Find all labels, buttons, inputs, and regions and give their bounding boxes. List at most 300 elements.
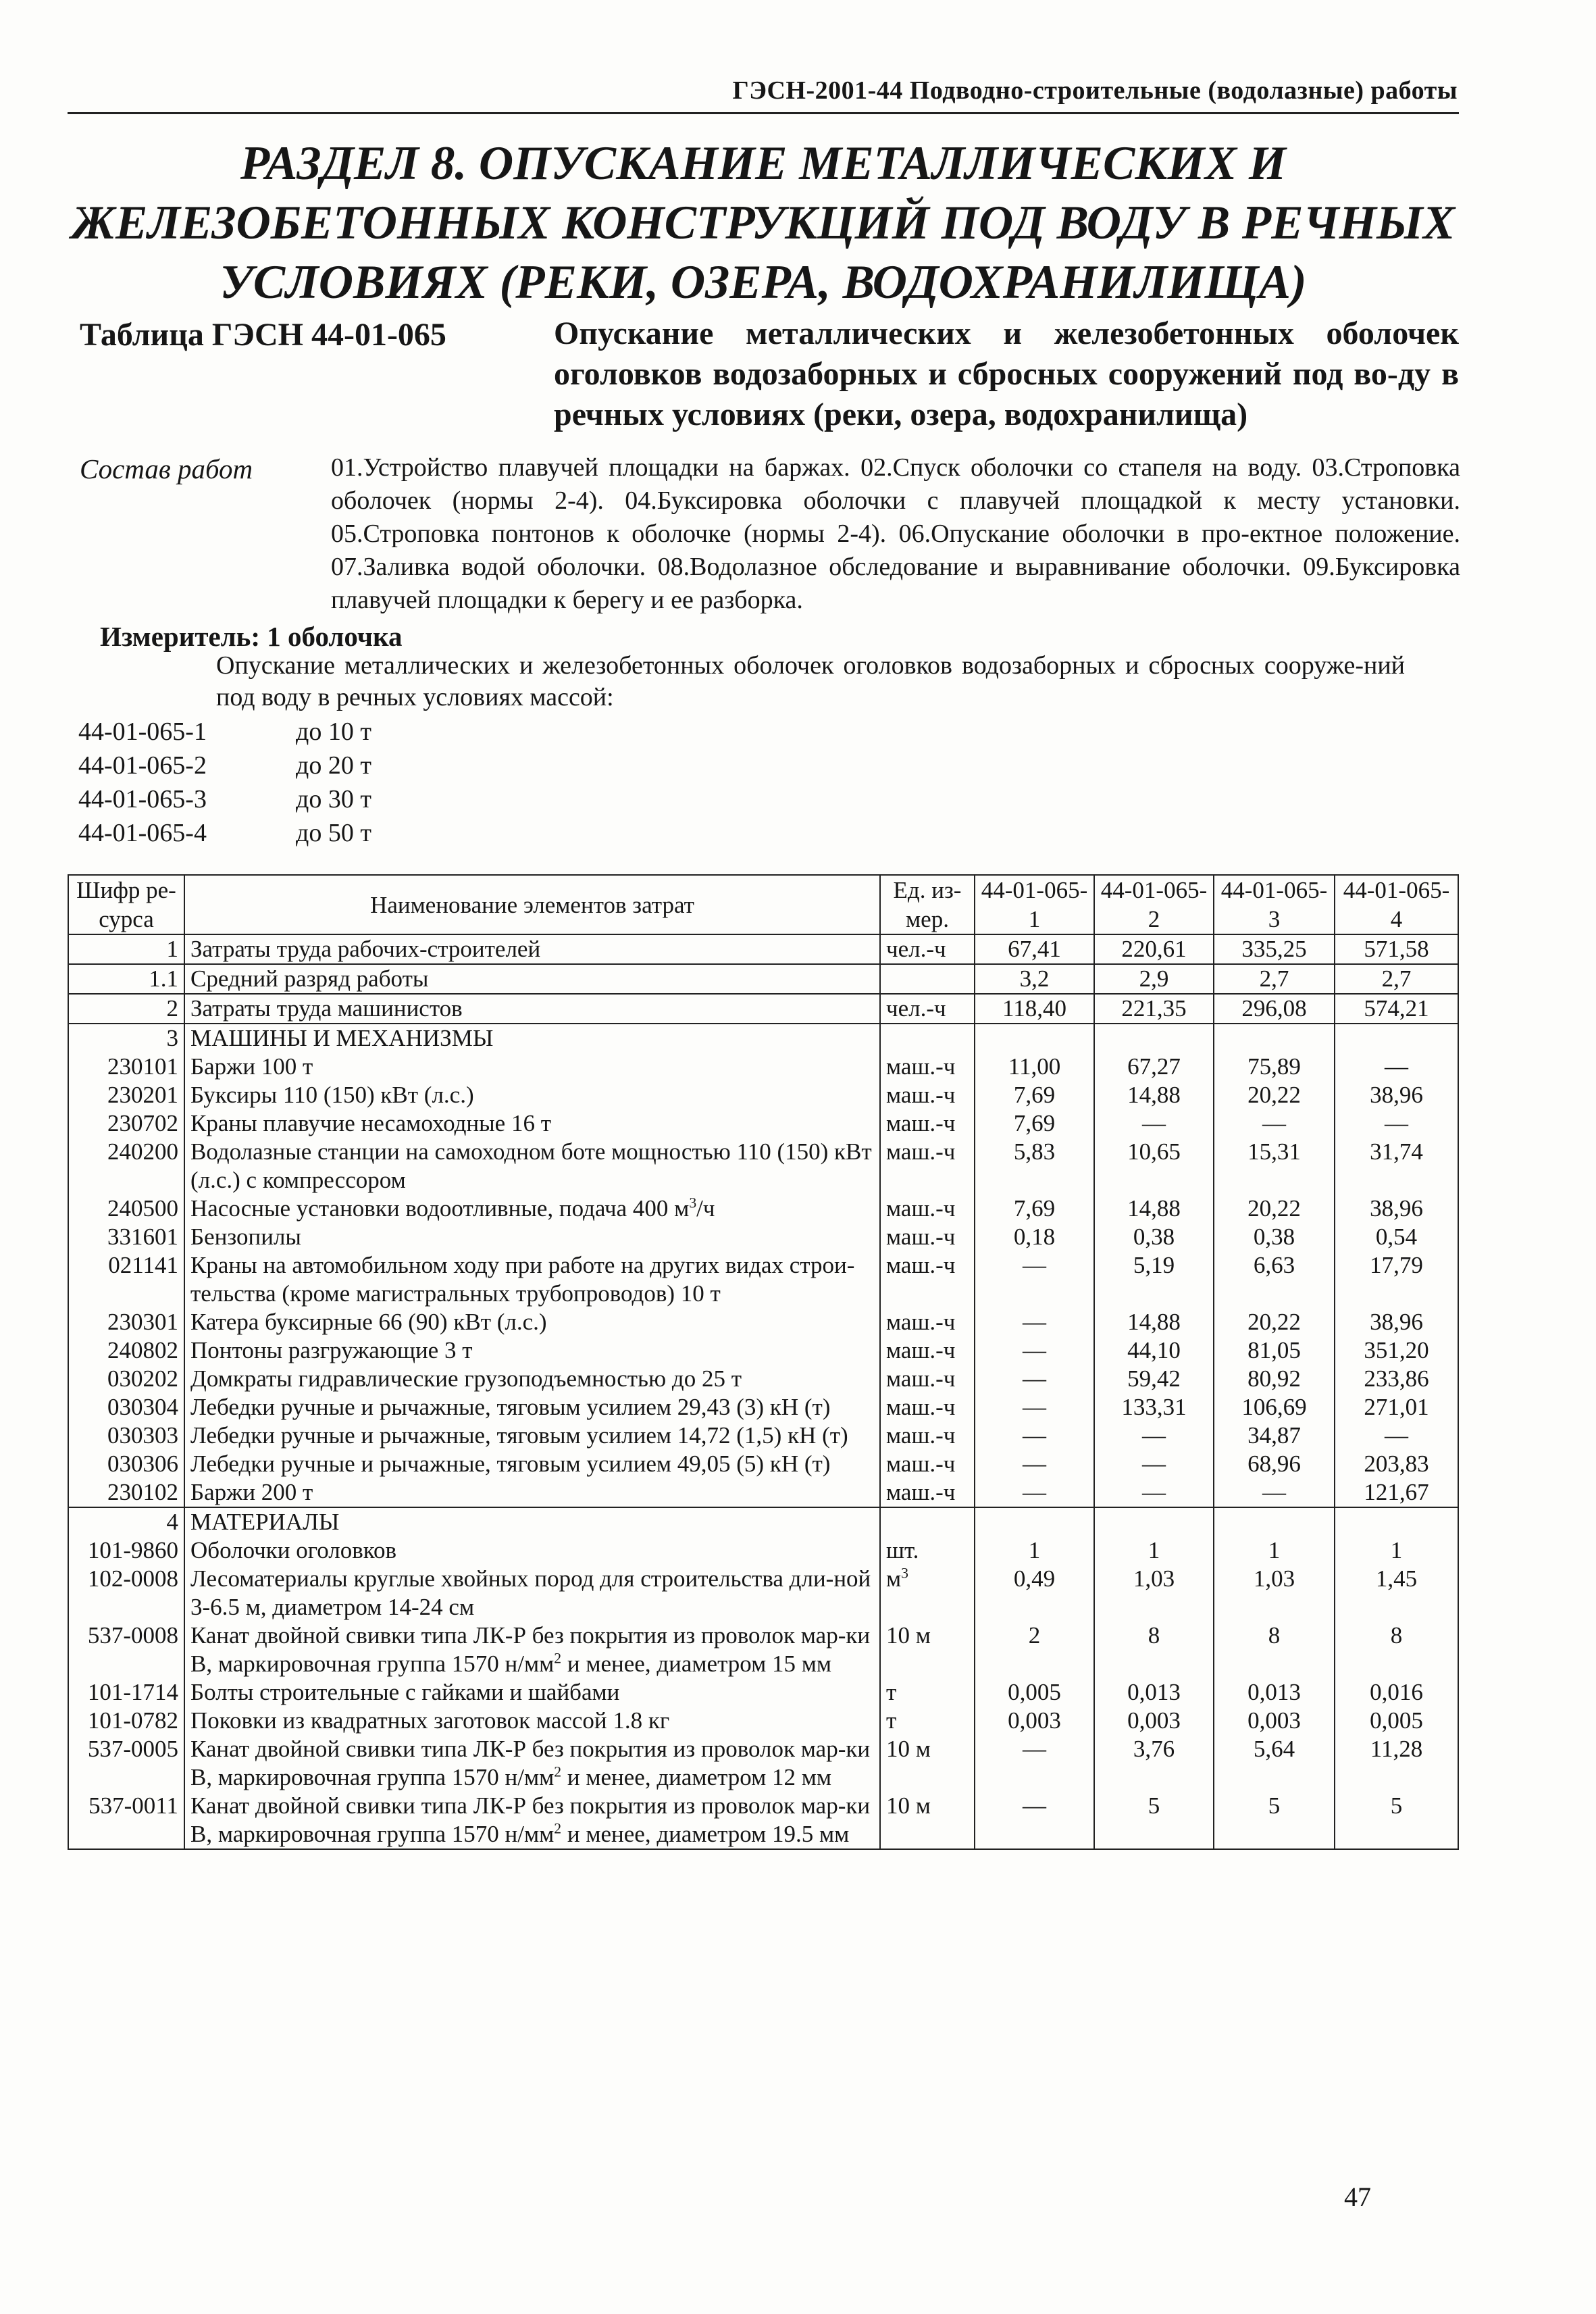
cell-name-superscript: 3 <box>689 1194 697 1211</box>
cell-unit-text: 10 м <box>886 1792 931 1819</box>
cell-unit <box>880 1393 975 1422</box>
cell-unit-superscript: 3 <box>901 1565 908 1582</box>
cell-unit <box>880 1109 975 1138</box>
cell-value: — <box>975 1735 1094 1792</box>
cell-value: 38,96 <box>1335 1194 1458 1223</box>
section-title-line: РАЗДЕЛ 8. ОПУСКАНИЕ МЕТАЛЛИЧЕСКИХ И <box>240 137 1287 190</box>
cell-value: — <box>975 1792 1094 1849</box>
cell-value <box>1094 1024 1214 1053</box>
cell-value: 0,18 <box>975 1223 1094 1251</box>
cell-unit-text: маш.-ч <box>886 1365 956 1392</box>
variant-row <box>78 816 371 850</box>
cell-value: 574,21 <box>1335 994 1458 1024</box>
cell-value: 0,49 <box>975 1565 1094 1621</box>
cell-unit <box>880 1792 975 1849</box>
cell-code: 537-0011 <box>68 1792 184 1849</box>
cell-value: 6,63 <box>1214 1251 1335 1308</box>
table-row <box>68 1194 1458 1223</box>
cell-value: — <box>975 1336 1094 1365</box>
table-row <box>68 1365 1458 1393</box>
cell-name <box>184 964 880 994</box>
table-header-row <box>68 875 1458 934</box>
variant-code: 44-01-065-1 <box>78 718 207 746</box>
cell-code: 230101 <box>68 1053 184 1081</box>
cell-unit <box>880 1621 975 1678</box>
cell-name-text: Бензопилы <box>190 1224 301 1250</box>
cell-code: 230201 <box>68 1081 184 1109</box>
cell-code: 101-0782 <box>68 1707 184 1735</box>
cell-unit <box>880 1707 975 1735</box>
cell-code: 240200 <box>68 1138 184 1194</box>
cell-name <box>184 1621 880 1678</box>
table-row <box>68 1422 1458 1450</box>
cell-value: 8 <box>1335 1621 1458 1678</box>
cell-value: — <box>975 1308 1094 1336</box>
cell-name-text: Лебедки ручные и рычажные, тяговым усилием 14,72 (1,5) кН (т) <box>190 1422 848 1449</box>
cell-value: 0,38 <box>1214 1223 1335 1251</box>
table-row <box>68 1024 1458 1053</box>
table-caption: Опускание металлических и железобетонных оболочек оголовков водозаборных и сбросных сооружений под во-ду в речных условиях (реки, озера, водохранилища) <box>554 316 1459 432</box>
table-body <box>68 934 1458 1849</box>
cell-value: 67,41 <box>975 934 1094 964</box>
cell-name-text: Краны плавучие несамоходные 16 т <box>190 1110 552 1136</box>
cell-unit <box>880 1536 975 1565</box>
section-title <box>68 134 1459 312</box>
variant-row <box>78 715 371 749</box>
table-row <box>68 964 1458 994</box>
cell-code: 240500 <box>68 1194 184 1223</box>
cell-name <box>184 1792 880 1849</box>
cell-unit-text: 10 м <box>886 1622 931 1649</box>
table-row <box>68 1053 1458 1081</box>
cell-name <box>184 1223 880 1251</box>
table-row <box>68 994 1458 1024</box>
cell-value: — <box>975 1450 1094 1478</box>
cell-name-text: Канат двойной свивки типа ЛК-Р без покрытия из проволок мар-ки В, маркировочная группа 1570 н/мм <box>190 1736 871 1790</box>
cell-value: 1 <box>1335 1536 1458 1565</box>
cell-value: 5,19 <box>1094 1251 1214 1308</box>
cell-unit <box>880 1308 975 1336</box>
table-row <box>68 1450 1458 1478</box>
cell-value: 20,22 <box>1214 1081 1335 1109</box>
cell-value: 3,76 <box>1094 1735 1214 1792</box>
cell-name-text: Канат двойной свивки типа ЛК-Р без покрытия из проволок мар-ки В, маркировочная группа 1570 н/мм <box>190 1622 871 1677</box>
header-code: Шифр ре-сурса <box>68 875 184 934</box>
cell-value: — <box>1094 1450 1214 1478</box>
cell-name <box>184 1393 880 1422</box>
table-row <box>68 1707 1458 1735</box>
cell-name <box>184 1336 880 1365</box>
variant-mass: до 30 т <box>296 785 371 813</box>
cell-name-text: Краны на автомобильном ходу при работе на других видах строи-тельства (кроме магистральных трубопроводов) 10 т <box>190 1252 855 1307</box>
table-row <box>68 1735 1458 1792</box>
table-row <box>68 934 1458 964</box>
cell-unit <box>880 1194 975 1223</box>
cell-unit <box>880 1450 975 1478</box>
cell-value: 233,86 <box>1335 1365 1458 1393</box>
cell-value: 0,016 <box>1335 1678 1458 1707</box>
cell-name <box>184 1565 880 1621</box>
cell-name-text: Насосные установки водоотливные, подача 400 м <box>190 1195 690 1222</box>
cell-value: — <box>975 1393 1094 1422</box>
table-row <box>68 1621 1458 1678</box>
table-row <box>68 1109 1458 1138</box>
cell-name <box>184 994 880 1024</box>
cell-value: 2,7 <box>1214 964 1335 994</box>
cell-unit <box>880 1422 975 1450</box>
table-row <box>68 1536 1458 1565</box>
cell-value: 20,22 <box>1214 1308 1335 1336</box>
cell-code: 230102 <box>68 1478 184 1507</box>
cell-unit-text: чел.-ч <box>886 936 946 962</box>
table-row <box>68 1223 1458 1251</box>
meter: Измеритель: 1 оболочка <box>100 621 403 652</box>
cell-unit-text: маш.-ч <box>886 1422 956 1449</box>
section-title-line: УСЛОВИЯХ (РЕКИ, ОЗЕРА, ВОДОХРАНИЛИЩА) <box>220 256 1307 309</box>
cell-value: — <box>975 1365 1094 1393</box>
cell-unit-text: маш.-ч <box>886 1337 956 1363</box>
table-row <box>68 1393 1458 1422</box>
cell-value: 38,96 <box>1335 1308 1458 1336</box>
cell-unit-text: маш.-ч <box>886 1479 956 1505</box>
cell-value: 1 <box>1094 1536 1214 1565</box>
cell-value: 106,69 <box>1214 1393 1335 1422</box>
cell-value: — <box>1335 1109 1458 1138</box>
cell-value: 75,89 <box>1214 1053 1335 1081</box>
cell-value: — <box>1094 1422 1214 1450</box>
cell-name <box>184 1308 880 1336</box>
cell-value: 34,87 <box>1214 1422 1335 1450</box>
cell-value: — <box>1214 1478 1335 1507</box>
cell-value: 0,003 <box>1214 1707 1335 1735</box>
cell-value: 203,83 <box>1335 1450 1458 1478</box>
cell-name <box>184 1478 880 1507</box>
cell-name-tail: и менее, диаметром 19.5 мм <box>561 1821 850 1847</box>
cell-value: 351,20 <box>1335 1336 1458 1365</box>
cell-value: 5,64 <box>1214 1735 1335 1792</box>
cell-code: 230702 <box>68 1109 184 1138</box>
cell-name-tail: и менее, диаметром 15 мм <box>561 1651 832 1677</box>
cell-value: 7,69 <box>975 1081 1094 1109</box>
cell-value: 271,01 <box>1335 1393 1458 1422</box>
cell-name <box>184 1365 880 1393</box>
table-row <box>68 1336 1458 1365</box>
cell-value: 11,28 <box>1335 1735 1458 1792</box>
header-name: Наименование элементов затрат <box>184 875 880 934</box>
table-row <box>68 1565 1458 1621</box>
table-row <box>68 1507 1458 1536</box>
cell-name-text: Баржи 200 т <box>190 1479 313 1505</box>
cell-value: 17,79 <box>1335 1251 1458 1308</box>
cell-unit <box>880 1365 975 1393</box>
cell-value <box>1335 1024 1458 1053</box>
cell-value: 44,10 <box>1094 1336 1214 1365</box>
cell-unit <box>880 1024 975 1053</box>
cell-value: 0,013 <box>1094 1678 1214 1707</box>
cell-value: 20,22 <box>1214 1194 1335 1223</box>
cell-unit-text: маш.-ч <box>886 1195 956 1222</box>
cell-name <box>184 1678 880 1707</box>
cell-name <box>184 1450 880 1478</box>
cell-name <box>184 1053 880 1081</box>
cell-code: 1 <box>68 934 184 964</box>
cell-code: 030202 <box>68 1365 184 1393</box>
cell-value: 5 <box>1094 1792 1214 1849</box>
cell-value: 571,58 <box>1335 934 1458 964</box>
running-header: ГЭСН-2001-44 Подводно-строительные (водолазные) работы <box>732 76 1458 105</box>
variant-row <box>78 782 371 816</box>
variant-mass: до 20 т <box>296 751 371 780</box>
cell-unit <box>880 1565 975 1621</box>
cell-unit <box>880 1081 975 1109</box>
cell-unit-text: 10 м <box>886 1736 931 1762</box>
cell-unit-text: маш.-ч <box>886 1053 956 1080</box>
cell-value: — <box>1335 1422 1458 1450</box>
cell-name-text: Лебедки ручные и рычажные, тяговым усилием 29,43 (3) кН (т) <box>190 1394 831 1420</box>
variant-mass: до 10 т <box>296 718 371 746</box>
cell-unit-text: маш.-ч <box>886 1082 956 1108</box>
cell-value: 5,83 <box>975 1138 1094 1194</box>
cell-name-text: Лесоматериалы круглые хвойных пород для строительства дли-ной 3-6.5 м, диаметром 14-24 см <box>190 1565 871 1620</box>
cell-code: 1.1 <box>68 964 184 994</box>
cell-name-text: Канат двойной свивки типа ЛК-Р без покрытия из проволок мар-ки В, маркировочная группа 1570 н/мм <box>190 1792 871 1847</box>
cell-unit <box>880 1336 975 1365</box>
cell-value: 68,96 <box>1214 1450 1335 1478</box>
cell-code: 331601 <box>68 1223 184 1251</box>
cell-name <box>184 1735 880 1792</box>
cell-value <box>1214 1024 1335 1053</box>
cell-name-text: Домкраты гидравлические грузоподъемностью до 25 т <box>190 1365 742 1392</box>
cell-name <box>184 1138 880 1194</box>
cell-unit-text: чел.-ч <box>886 995 946 1022</box>
cell-value: 11,00 <box>975 1053 1094 1081</box>
cell-value: 0,54 <box>1335 1223 1458 1251</box>
variant-mass: до 50 т <box>296 819 371 847</box>
description: Опускание металлических и железобетонных оболочек оголовков водозаборных и сбросных сооруже-ний под воду в речных условиях массой: <box>216 651 1405 711</box>
cell-unit <box>880 1478 975 1507</box>
cell-value: 14,88 <box>1094 1081 1214 1109</box>
cell-value: 10,65 <box>1094 1138 1214 1194</box>
cell-unit-text: маш.-ч <box>886 1451 956 1477</box>
table-label: Таблица ГЭСН 44-01-065 <box>80 317 446 353</box>
table-row <box>68 1478 1458 1507</box>
composition-label: Состав работ <box>80 453 253 484</box>
cell-value: 0,38 <box>1094 1223 1214 1251</box>
cell-value <box>1094 1507 1214 1536</box>
cell-code: 030303 <box>68 1422 184 1450</box>
cell-name <box>184 1251 880 1308</box>
cell-value: 8 <box>1094 1621 1214 1678</box>
cell-code: 537-0005 <box>68 1735 184 1792</box>
cell-unit-text: маш.-ч <box>886 1138 956 1165</box>
cell-unit <box>880 934 975 964</box>
table-row <box>68 1138 1458 1194</box>
table-row <box>68 1308 1458 1336</box>
cell-name-superscript: 2 <box>554 1763 562 1780</box>
cell-value <box>975 1507 1094 1536</box>
cell-value: 1 <box>1214 1536 1335 1565</box>
header-col: 44-01-065-4 <box>1335 875 1458 934</box>
cell-value: 81,05 <box>1214 1336 1335 1365</box>
cell-value: 38,96 <box>1335 1081 1458 1109</box>
table-row <box>68 1251 1458 1308</box>
cell-name <box>184 1081 880 1109</box>
cell-value: 2,9 <box>1094 964 1214 994</box>
cell-code: 4 <box>68 1507 184 1536</box>
cell-value: 80,92 <box>1214 1365 1335 1393</box>
cell-value: 5 <box>1335 1792 1458 1849</box>
cell-code: 101-9860 <box>68 1536 184 1565</box>
cell-value: — <box>975 1422 1094 1450</box>
cell-name-text: Затраты труда рабочих-строителей <box>190 936 541 962</box>
cell-value: 59,42 <box>1094 1365 1214 1393</box>
cell-value: 0,013 <box>1214 1678 1335 1707</box>
cell-name-text: Средний разряд работы <box>190 965 429 992</box>
cell-unit-text: маш.-ч <box>886 1224 956 1250</box>
cell-unit <box>880 1735 975 1792</box>
cell-value: 3,2 <box>975 964 1094 994</box>
cell-name <box>184 1194 880 1223</box>
cell-name <box>184 1422 880 1450</box>
cell-value: 1,03 <box>1214 1565 1335 1621</box>
cell-unit <box>880 994 975 1024</box>
cell-unit <box>880 1507 975 1536</box>
table-row <box>68 1792 1458 1849</box>
cell-unit <box>880 1138 975 1194</box>
cell-name-text: Катера буксирные 66 (90) кВт (л.с.) <box>190 1309 547 1335</box>
page-number: 47 <box>1344 2182 1371 2212</box>
cell-code: 030304 <box>68 1393 184 1422</box>
cell-value: 67,27 <box>1094 1053 1214 1081</box>
cell-value: 1 <box>975 1536 1094 1565</box>
cell-value <box>1214 1507 1335 1536</box>
cell-unit-text: т <box>886 1679 897 1705</box>
cell-name-text: Понтоны разгружающие 3 т <box>190 1337 473 1363</box>
cell-value: — <box>1214 1109 1335 1138</box>
cell-value: 14,88 <box>1094 1308 1214 1336</box>
cell-code: 230301 <box>68 1308 184 1336</box>
cell-unit-text: маш.-ч <box>886 1110 956 1136</box>
cell-value: — <box>1094 1109 1214 1138</box>
resource-table <box>68 874 1459 1850</box>
cell-code: 102-0008 <box>68 1565 184 1621</box>
cell-value: 14,88 <box>1094 1194 1214 1223</box>
variants-list <box>78 715 371 850</box>
cell-code: 240802 <box>68 1336 184 1365</box>
cell-name-tail: и менее, диаметром 12 мм <box>561 1764 832 1790</box>
cell-code: 2 <box>68 994 184 1024</box>
cell-value: — <box>975 1251 1094 1308</box>
cell-code: 101-1714 <box>68 1678 184 1707</box>
cell-name-text: Буксиры 110 (150) кВт (л.с.) <box>190 1082 474 1108</box>
cell-code: 3 <box>68 1024 184 1053</box>
cell-name-text: Лебедки ручные и рычажные, тяговым усилием 49,05 (5) кН (т) <box>190 1451 831 1477</box>
cell-unit-text: м <box>886 1565 902 1592</box>
section-title-line: ЖЕЛЕЗОБЕТОННЫХ КОНСТРУКЦИЙ ПОД ВОДУ В РЕЧНЫХ <box>71 197 1456 249</box>
variant-code: 44-01-065-4 <box>78 819 207 847</box>
cell-value: 7,69 <box>975 1109 1094 1138</box>
cell-unit <box>880 1053 975 1081</box>
cell-value: 7,69 <box>975 1194 1094 1223</box>
cell-unit <box>880 1223 975 1251</box>
cell-name-text: Болты строительные с гайками и шайбами <box>190 1679 620 1705</box>
cell-name <box>184 1507 880 1536</box>
cell-unit-text: маш.-ч <box>886 1394 956 1420</box>
cell-value: 15,31 <box>1214 1138 1335 1194</box>
cell-name <box>184 934 880 964</box>
cell-value: 1,03 <box>1094 1565 1214 1621</box>
cell-value: 221,35 <box>1094 994 1214 1024</box>
cell-value: 0,003 <box>1094 1707 1214 1735</box>
variant-row <box>78 749 371 782</box>
cell-name-superscript: 2 <box>554 1820 562 1837</box>
cell-value <box>1335 1507 1458 1536</box>
cell-name <box>184 1707 880 1735</box>
cell-value: 133,31 <box>1094 1393 1214 1422</box>
cell-name-text: МАТЕРИАЛЫ <box>190 1509 340 1535</box>
cell-value: 2,7 <box>1335 964 1458 994</box>
cell-value: 118,40 <box>975 994 1094 1024</box>
cell-value: 0,005 <box>1335 1707 1458 1735</box>
cell-value: 1,45 <box>1335 1565 1458 1621</box>
cell-name-tail: /ч <box>696 1195 715 1222</box>
table-row <box>68 1678 1458 1707</box>
cell-code: 537-0008 <box>68 1621 184 1678</box>
cell-name-text: МАШИНЫ И МЕХАНИЗМЫ <box>190 1025 494 1051</box>
cell-name-superscript: 2 <box>554 1650 562 1667</box>
header-col: 44-01-065-1 <box>975 875 1094 934</box>
cell-name <box>184 1024 880 1053</box>
cell-value <box>975 1024 1094 1053</box>
header-unit: Ед. из-мер. <box>880 875 975 934</box>
cell-name-text: Оболочки оголовков <box>190 1537 397 1563</box>
cell-unit-text: шт. <box>886 1537 919 1563</box>
cell-code: 021141 <box>68 1251 184 1308</box>
cell-unit <box>880 1678 975 1707</box>
cell-value: 5 <box>1214 1792 1335 1849</box>
table-row <box>68 1081 1458 1109</box>
cell-value: 2 <box>975 1621 1094 1678</box>
cell-value: 335,25 <box>1214 934 1335 964</box>
cell-value: 220,61 <box>1094 934 1214 964</box>
cell-code: 030306 <box>68 1450 184 1478</box>
cell-value: 0,003 <box>975 1707 1094 1735</box>
cell-name-text: Водолазные станции на самоходном боте мощностью 110 (150) кВт (л.с.) с компрессором <box>190 1138 872 1193</box>
cell-value: 296,08 <box>1214 994 1335 1024</box>
composition-text: 01.Устройство плавучей площадки на баржах. 02.Спуск оболочки со стапеля на воду. 03.Строповка оболочек (нормы 2-4). 04.Буксировка оболочки с плавучей площадкой к месту установки. 05.Строповка понтонов к оболочке (нормы 2-4). 06.Опускание оболочки в про-ектное положение. 07.Заливка водой оболочки. 08.Водолазное обследование и выравнивание оболочки. 09.Буксировка плавучей площадки к берегу и ее разборка. <box>331 453 1460 614</box>
header-col: 44-01-065-2 <box>1094 875 1214 934</box>
cell-name <box>184 1109 880 1138</box>
cell-value: 8 <box>1214 1621 1335 1678</box>
cell-unit-text: маш.-ч <box>886 1309 956 1335</box>
cell-name-text: Поковки из квадратных заготовок массой 1.8 кг <box>190 1707 670 1734</box>
cell-unit <box>880 1251 975 1308</box>
variant-code: 44-01-065-3 <box>78 785 207 813</box>
cell-value: — <box>975 1478 1094 1507</box>
header-col: 44-01-065-3 <box>1214 875 1335 934</box>
cell-value: 0,005 <box>975 1678 1094 1707</box>
variant-code: 44-01-065-2 <box>78 751 207 780</box>
cell-value: 31,74 <box>1335 1138 1458 1194</box>
cell-name <box>184 1536 880 1565</box>
cell-name-text: Затраты труда машинистов <box>190 995 463 1022</box>
cell-unit-text: т <box>886 1707 897 1734</box>
cell-value: — <box>1335 1053 1458 1081</box>
cell-name-text: Баржи 100 т <box>190 1053 313 1080</box>
header-rule <box>68 112 1459 114</box>
cell-value: 121,67 <box>1335 1478 1458 1507</box>
cell-unit <box>880 964 975 994</box>
